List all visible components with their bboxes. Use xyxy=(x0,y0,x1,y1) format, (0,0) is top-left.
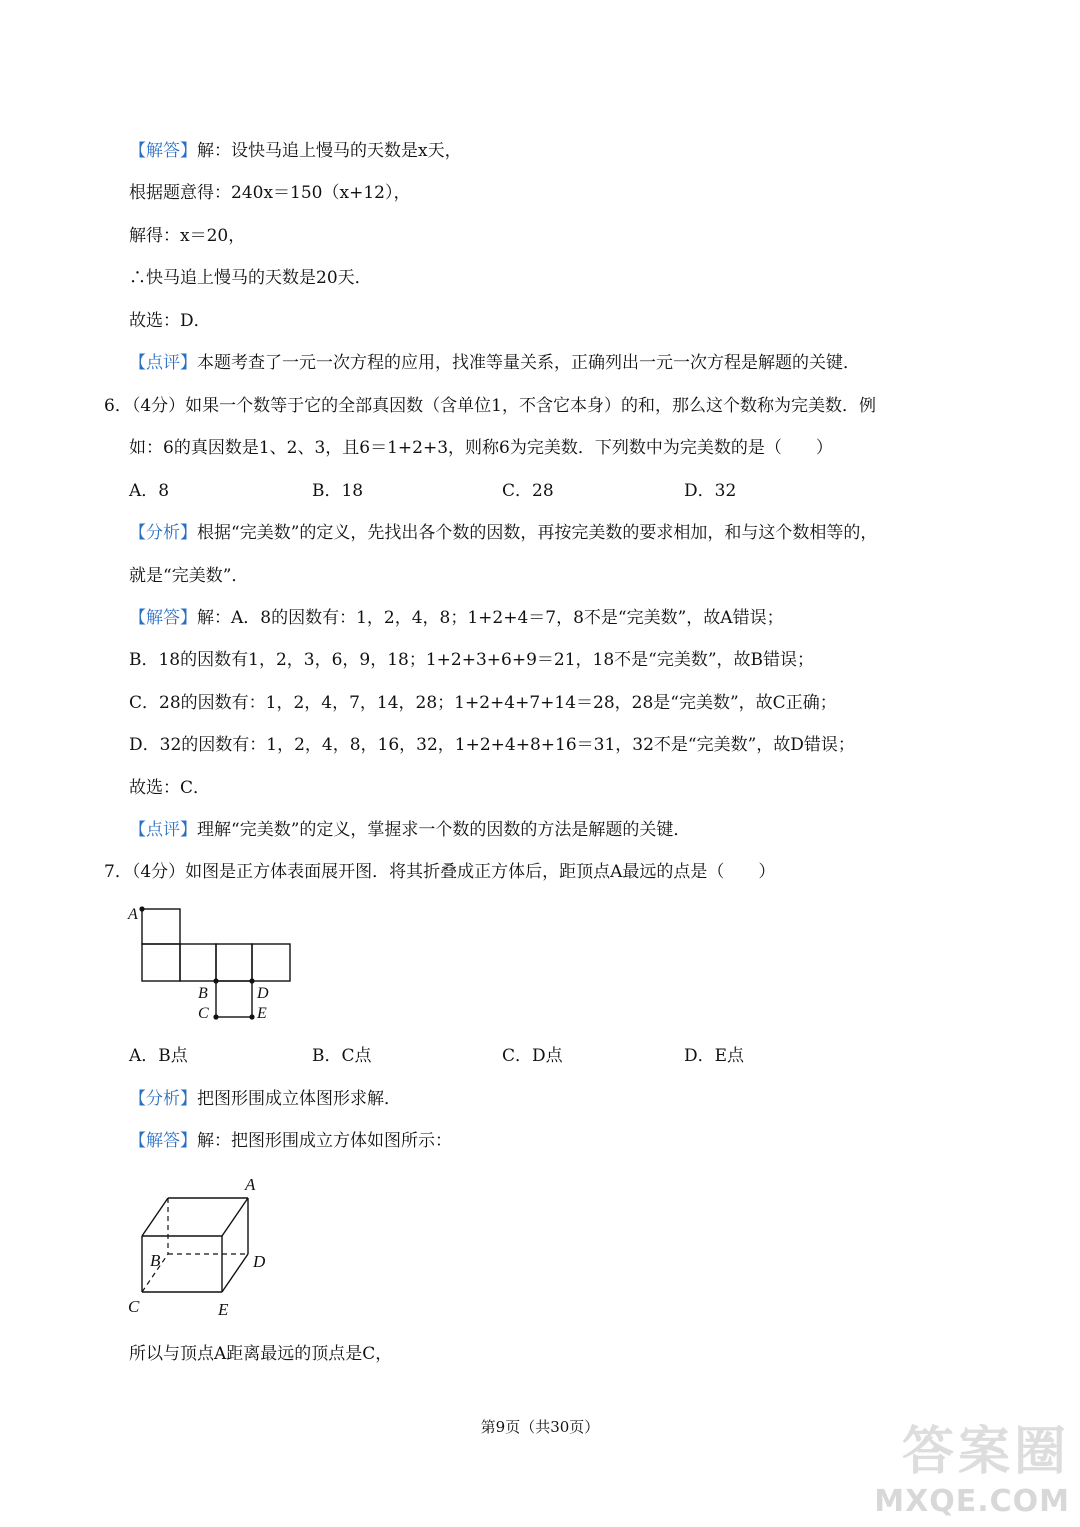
net-square-bottom xyxy=(216,981,252,1017)
cube-net-figure xyxy=(120,898,310,1030)
watermark-site: MXQE.COM xyxy=(874,1484,1070,1519)
cube-edge xyxy=(222,1198,248,1236)
net-label-a: A xyxy=(128,906,138,923)
solution-tag: 【解答】 xyxy=(129,608,197,628)
net-square-1 xyxy=(142,944,180,981)
comment-tag: 【点评】 xyxy=(129,353,197,373)
analysis-tag: 【分析】 xyxy=(129,1089,197,1109)
q5-comment-text: 本题考查了一元一次方程的应用，找准等量关系，正确列出一元一次方程是解题的关键． xyxy=(197,353,860,373)
net-label-b: B xyxy=(198,985,208,1002)
page-footer: 第9页（共30页） xyxy=(480,1418,600,1436)
q7-stem: 7．（4分）如图是正方体表面展开图．将其折叠成正方体后，距顶点A最远的点是（ ） xyxy=(104,862,776,882)
comment-tag: 【点评】 xyxy=(129,820,197,840)
q6-solution-line-4: D．32的因数有：1，2，4，8，16，32，1+2+4+8+16＝31，32不是“完美数”，故D错误； xyxy=(129,735,855,755)
cube-label-c: C xyxy=(128,1297,140,1316)
q7-option-c: C．D点 xyxy=(502,1046,563,1066)
q6-option-a: A．8 xyxy=(129,481,170,501)
cube-label-a: A xyxy=(245,1175,256,1194)
q6-option-b: B．18 xyxy=(312,481,364,501)
q7-conclusion: 所以与顶点A距离最远的顶点是C， xyxy=(129,1344,393,1364)
net-vertex-d xyxy=(249,978,254,983)
cube-edge xyxy=(222,1254,248,1292)
q6-solution-text: 解：A．8的因数有：1，2，4，8；1+2+4＝7，8不是“完美数”，故A错误； xyxy=(197,608,784,628)
q7-solution-text: 解：把图形围成立方体如图所示： xyxy=(197,1131,452,1151)
q7-analysis-text: 把图形围成立体图形求解． xyxy=(197,1089,401,1109)
cube-edge xyxy=(142,1198,168,1236)
cube-label-b: B xyxy=(150,1251,161,1270)
net-square-2 xyxy=(180,944,216,981)
net-label-e: E xyxy=(257,1005,267,1022)
net-vertex-e xyxy=(249,1014,254,1019)
q5-choice-line: 故选：D． xyxy=(129,311,211,331)
q7-option-d: D．E点 xyxy=(684,1046,745,1066)
q6-stem-line-2: 如：6的真因数是1、2、3，且6＝1+2+3，则称6为完美数．下列数中为完美数的是（ ） xyxy=(129,438,833,458)
solution-tag: 【解答】 xyxy=(129,141,197,161)
cube-figure xyxy=(120,1170,280,1320)
net-label-d: D xyxy=(257,985,269,1002)
q5-result-line: ∴快马追上慢马的天数是20天． xyxy=(129,268,372,288)
q7-option-a: A．B点 xyxy=(129,1046,188,1066)
q6-stem-line-1: 6．（4分）如果一个数等于它的全部真因数（含单位1，不含它本身）的和，那么这个数称为完美数．例 xyxy=(104,396,876,416)
net-square-4 xyxy=(252,944,290,981)
q6-comment-line xyxy=(129,819,690,841)
analysis-tag: 【分析】 xyxy=(129,523,197,543)
q6-solution-line-2: B．18的因数有1，2，3，6，9，18；1+2+3+6+9＝21，18不是“完美数”，故B错误； xyxy=(129,650,815,670)
net-vertex-c xyxy=(213,1014,218,1019)
net-label-c: C xyxy=(198,1005,209,1022)
q6-option-c: C．28 xyxy=(502,481,554,501)
q5-solve-line: 解得：x＝20， xyxy=(129,226,246,246)
q6-analysis-text: 根据“完美数”的定义，先找出各个数的因数，再按完美数的要求相加，和与这个数相等的， xyxy=(197,523,878,543)
q6-option-d: D．32 xyxy=(684,481,737,501)
q5-comment-line xyxy=(129,352,860,374)
q6-solution-line-1 xyxy=(129,607,784,629)
q7-solution-line xyxy=(129,1130,452,1152)
solution-tag: 【解答】 xyxy=(129,1131,197,1151)
net-vertex-a xyxy=(139,906,144,911)
net-square-top xyxy=(142,909,180,944)
cube-label-d: D xyxy=(253,1252,266,1271)
q6-choice-line: 故选：C． xyxy=(129,778,211,798)
q5-equation-line: 根据题意得：240x＝150（x+12）， xyxy=(129,183,411,203)
q6-solution-line-3: C．28的因数有：1，2，4，7，14，28；1+2+4+7+14＝28，28是“完美数”，故C正确； xyxy=(129,693,837,713)
q5-solution-line-1 xyxy=(129,140,462,162)
watermark xyxy=(874,1409,1070,1519)
q7-option-b: B．C点 xyxy=(312,1046,372,1066)
net-vertex-b xyxy=(213,978,218,983)
q5-solution-text: 解：设快马追上慢马的天数是x天， xyxy=(197,141,462,161)
q6-comment-text: 理解“完美数”的定义，掌握求一个数的因数的方法是解题的关键． xyxy=(197,820,691,840)
cube-label-e: E xyxy=(218,1300,229,1319)
q6-analysis-line-1 xyxy=(129,522,877,544)
watermark-logo: 答案圈 xyxy=(901,1422,1070,1482)
net-square-3 xyxy=(216,944,252,981)
q7-analysis-line xyxy=(129,1088,401,1110)
q6-analysis-line-2: 就是“完美数”． xyxy=(129,566,249,586)
